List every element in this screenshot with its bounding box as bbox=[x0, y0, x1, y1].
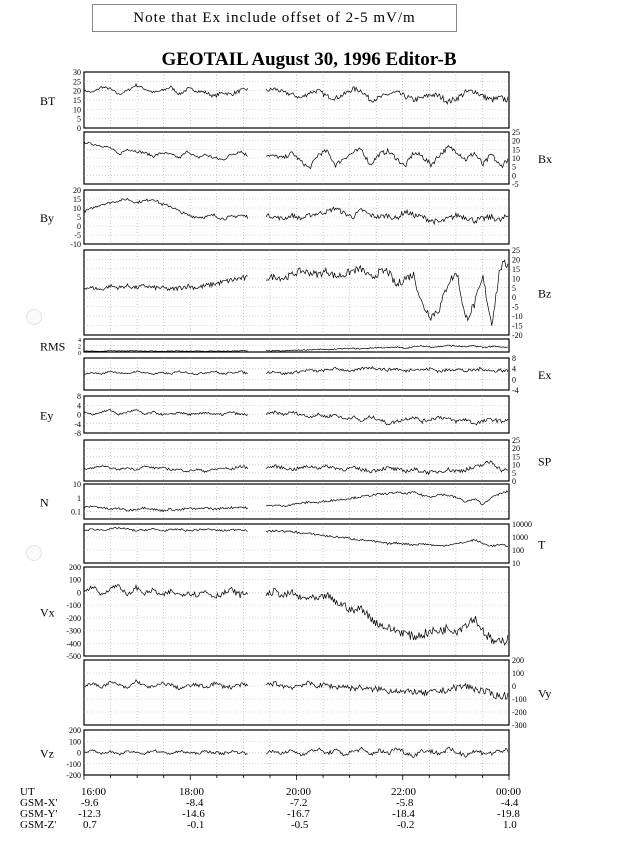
gsm-z-value: 1.0 bbox=[503, 819, 517, 831]
tick-label-bt: 0 bbox=[77, 124, 81, 133]
tick-label-bz: -20 bbox=[512, 331, 523, 340]
tick-label-by: 10 bbox=[73, 204, 81, 213]
series-line-vz bbox=[84, 747, 508, 757]
gsm-y-value: -14.6 bbox=[182, 808, 205, 820]
gsm-y-value: -12.3 bbox=[78, 808, 101, 820]
series-line-ey bbox=[84, 409, 508, 425]
tick-label-bx: 25 bbox=[512, 128, 520, 137]
gsm-y-value: -16.7 bbox=[287, 808, 310, 820]
tick-label-t: 10000 bbox=[512, 520, 532, 529]
tick-label-t: 100 bbox=[512, 546, 524, 555]
panel-label-n: N bbox=[40, 495, 49, 510]
tick-label-vz: 200 bbox=[69, 726, 81, 735]
tick-label-ey: 4 bbox=[77, 401, 81, 411]
tick-label-t: 1000 bbox=[512, 533, 528, 542]
footer-label-ut: UT bbox=[20, 786, 35, 798]
tick-label-sp: 25 bbox=[512, 436, 520, 445]
panel-label-vy: Vy bbox=[538, 686, 552, 701]
footer-label-gsmz: GSM-Z' bbox=[20, 819, 57, 831]
tick-label-bt: 30 bbox=[73, 68, 81, 77]
tick-label-bx: -5 bbox=[512, 180, 519, 189]
tick-label-bx: 5 bbox=[512, 162, 516, 172]
footer-label-gsmy: GSM-Y' bbox=[20, 808, 58, 820]
footer-label-gsmx: GSM-X' bbox=[20, 797, 58, 809]
tick-label-by: -10 bbox=[70, 240, 81, 249]
tick-label-vy: 0 bbox=[512, 682, 516, 691]
series-line-rms bbox=[84, 345, 508, 352]
panel-label-by: By bbox=[40, 211, 55, 225]
tick-label-bz: 20 bbox=[512, 255, 520, 265]
tick-label-vy: -300 bbox=[512, 721, 527, 730]
tick-label-sp: 10 bbox=[512, 460, 520, 470]
tick-label-vy: 200 bbox=[512, 656, 524, 665]
tick-label-vz: 100 bbox=[69, 737, 81, 747]
tick-label-by: 0 bbox=[77, 222, 81, 231]
tick-label-bt: 10 bbox=[73, 105, 81, 115]
gsm-y-value: -18.4 bbox=[392, 808, 415, 820]
tick-label-ey: -4 bbox=[74, 419, 81, 429]
ut-value: 00:00 bbox=[496, 786, 522, 798]
series-line-vx bbox=[84, 585, 508, 645]
tick-label-vx: -100 bbox=[66, 601, 81, 611]
tick-label-bz: 10 bbox=[512, 274, 520, 284]
tick-label-n: 1 bbox=[77, 493, 81, 503]
tick-label-sp: 20 bbox=[512, 444, 520, 454]
panel-frame-n bbox=[84, 484, 509, 519]
tick-label-vx: 100 bbox=[69, 575, 81, 585]
tick-label-vx: -200 bbox=[66, 613, 81, 623]
gsm-x-value: -9.6 bbox=[81, 797, 99, 809]
gsm-x-value: -8.4 bbox=[186, 797, 204, 809]
tick-label-rms: 0 bbox=[78, 351, 81, 357]
gsm-z-value: -0.2 bbox=[397, 819, 415, 831]
panel-label-bz: Bz bbox=[538, 286, 552, 301]
tick-label-by: 20 bbox=[73, 186, 81, 195]
series-line-bt bbox=[84, 84, 508, 104]
tick-label-bx: 15 bbox=[512, 145, 520, 155]
gsm-y-value: -19.8 bbox=[497, 808, 520, 820]
tick-label-bt: 15 bbox=[73, 96, 81, 105]
series-line-vy bbox=[84, 680, 508, 699]
gsm-x-value: -7.2 bbox=[290, 797, 308, 809]
tick-label-by: 15 bbox=[73, 195, 81, 204]
tick-label-vy: -200 bbox=[512, 708, 527, 717]
tick-label-by: 5 bbox=[77, 213, 81, 222]
tick-label-bz: 15 bbox=[512, 264, 520, 274]
tick-label-rms: 4 bbox=[78, 338, 81, 344]
tick-label-bz: 0 bbox=[512, 293, 516, 303]
panel-label-sp: SP bbox=[538, 454, 552, 469]
tick-label-n: 10 bbox=[73, 480, 81, 489]
ut-value: 22:00 bbox=[391, 786, 417, 798]
ut-value: 18:00 bbox=[179, 786, 205, 798]
tick-label-bz: 5 bbox=[512, 283, 516, 293]
offset-note: Note that Ex include offset of 2-5 mV/m bbox=[92, 4, 457, 32]
tick-label-t: 10 bbox=[512, 559, 520, 568]
tick-label-vx: 200 bbox=[69, 563, 81, 572]
panel-label-rms: RMS bbox=[40, 339, 66, 354]
tick-label-vy: 100 bbox=[512, 669, 524, 678]
tick-label-bx: 10 bbox=[512, 154, 520, 163]
tick-label-bt: 5 bbox=[77, 114, 81, 124]
panel-label-bt: BT bbox=[40, 94, 56, 108]
tick-label-vz: 0 bbox=[77, 748, 81, 758]
gsm-x-value: -5.8 bbox=[396, 797, 414, 809]
gsm-x-value: -4.4 bbox=[501, 797, 519, 809]
chart-title: GEOTAIL August 30, 1996 Editor-B bbox=[161, 49, 457, 70]
tick-label-bt: 25 bbox=[73, 77, 81, 87]
panel-label-bx: Bx bbox=[538, 152, 553, 166]
tick-label-vx: -300 bbox=[66, 626, 81, 636]
tick-label-ex: 8 bbox=[512, 354, 516, 363]
tick-label-ey: 0 bbox=[77, 410, 81, 420]
tick-label-ey: 8 bbox=[77, 392, 81, 401]
tick-label-bz: 25 bbox=[512, 246, 520, 255]
series-line-ex bbox=[84, 367, 508, 375]
tick-label-ex: -4 bbox=[512, 386, 519, 395]
series-line-sp bbox=[84, 461, 508, 475]
tick-label-vx: -500 bbox=[66, 652, 81, 661]
series-line-bx bbox=[84, 142, 508, 169]
gsm-z-value: -0.5 bbox=[291, 819, 309, 831]
tick-label-rms: 2 bbox=[78, 344, 81, 351]
series-line-n bbox=[84, 491, 508, 512]
tick-label-ex: 0 bbox=[512, 375, 516, 385]
tick-label-vx: -400 bbox=[66, 639, 81, 649]
panel-label-t: T bbox=[538, 537, 546, 552]
tick-label-bz: -15 bbox=[512, 321, 523, 331]
tick-label-sp: 0 bbox=[512, 477, 516, 486]
tick-label-sp: 15 bbox=[512, 452, 520, 462]
tick-label-vy: -100 bbox=[512, 695, 527, 704]
tick-label-vz: -200 bbox=[66, 771, 81, 780]
panel-label-ex: Ex bbox=[538, 368, 552, 382]
gsm-z-value: -0.1 bbox=[187, 819, 205, 831]
tick-label-ex: 4 bbox=[512, 364, 516, 374]
tick-label-bt: 20 bbox=[73, 86, 81, 96]
tick-label-bz: -5 bbox=[512, 302, 519, 312]
ut-value: 20:00 bbox=[286, 786, 312, 798]
tick-label-bx: 0 bbox=[512, 171, 516, 181]
panel-label-vz: Vz bbox=[40, 746, 54, 761]
tick-label-bx: 20 bbox=[512, 136, 520, 146]
panel-label-vx: Vx bbox=[40, 605, 55, 620]
tick-label-n: 0.1 bbox=[71, 507, 81, 517]
tick-label-by: -5 bbox=[74, 231, 81, 240]
tick-label-vz: -100 bbox=[66, 759, 81, 769]
tick-label-bz: -10 bbox=[512, 312, 523, 322]
tick-label-vx: 0 bbox=[77, 588, 81, 598]
ut-value: 16:00 bbox=[81, 786, 107, 798]
gsm-z-value: 0.7 bbox=[83, 819, 97, 831]
series-line-by bbox=[84, 199, 508, 225]
tick-label-sp: 5 bbox=[512, 468, 516, 478]
panel-label-ey: Ey bbox=[40, 408, 54, 423]
tick-label-ey: -8 bbox=[74, 429, 81, 438]
